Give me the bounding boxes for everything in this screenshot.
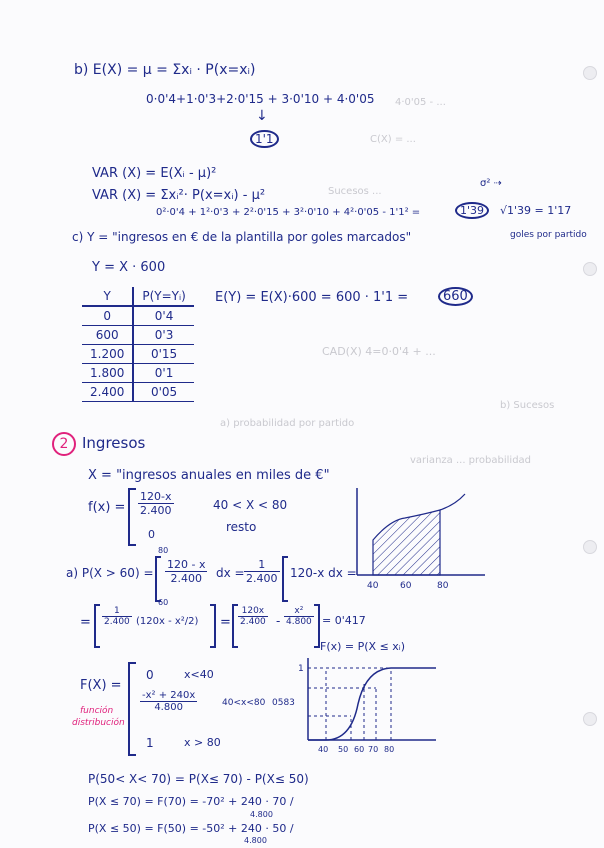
line2-k-den: 2.400 [104,617,130,627]
prob-f50: P(X ≤ 50) = F(50) = -50² + 240 · 50 / [88,822,294,835]
cdf-row2-condition: 40<x<80 [222,698,266,708]
cdf-curve [308,668,436,740]
table-header-row [82,287,194,306]
dx-label: dx = [216,566,245,580]
integral-tail: 120-x dx = [290,566,357,580]
problem-number: 2 [52,432,76,456]
mean-result: 1'1 [250,130,279,148]
line2-k-num: 1 [102,606,132,617]
cdf-row2-den: 4.800 [154,702,183,713]
expected-y-result: 660 [438,287,473,306]
pdf-rest: resto [226,520,257,534]
table-header: P(Y=Yᵢ) [133,287,193,306]
problem-title: Ingresos [82,434,146,452]
part-c-title: c) Y = "ingresos en € de la plantilla por goles marcados" [72,230,412,244]
down-arrow: ↓ [256,108,268,124]
prob-interval: P(50< X< 70) = P(X≤ 70) - P(X≤ 50) [88,772,309,786]
cdf-title: F(x) = P(X ≤ xᵢ) [320,640,406,653]
binder-hole [583,540,597,554]
y-tick-label: 1 [298,664,304,674]
binder-hole [583,712,597,726]
table-cell: 0'4 [133,306,193,326]
part-b-title: b) E(X) = μ = Σxᵢ · P(x=xᵢ) [74,62,256,78]
cdf-row3-condition: x > 80 [184,736,221,749]
table-row [82,326,194,345]
pdf-den: 2.400 [140,504,172,517]
expected-y: E(Y) = E(X)·600 = 600 · 1'1 = [215,290,409,305]
integrand-den: 2.400 [170,572,202,585]
std-dev: √1'39 = 1'17 [500,204,572,217]
bleed-text: C(X) = ... [370,134,416,145]
tick-label: 40 [318,745,329,754]
prob-f50-den: 4.800 [244,836,267,845]
variance-result: 1'39 [455,202,489,219]
binder-hole [583,262,597,276]
bleed-text: varianza ... probabilidad [410,455,532,466]
constant-num: 1 [244,558,280,572]
integrand-num: 120 - x [167,558,206,571]
table-cell: 0'1 [133,364,193,383]
line2-f1-num: 120x [238,606,268,617]
table-row [82,383,194,402]
cdf-label: F(X) = [80,678,122,693]
result-p: = 0'417 [322,614,366,627]
line2-inner: (120x - x²/2) [136,616,199,627]
binder-hole [583,66,597,80]
pdf-zero: 0 [148,528,155,541]
pdf-fraction [138,490,174,517]
line2-f2 [284,606,314,627]
table-cell: 0'05 [133,383,193,402]
table-cell: 0'15 [133,345,193,364]
cdf-row2-fraction [140,690,197,713]
pdf-condition: 40 < X < 80 [213,498,288,512]
table-row [82,306,194,326]
brace [128,488,136,546]
cdf-row3-value: 1 [146,736,154,750]
tick-label: 80 [384,745,395,754]
density-curve [440,494,465,510]
line2-constant [102,606,132,627]
prob-f70: P(X ≤ 70) = F(70) = -70² + 240 · 70 / [88,795,294,808]
tick-label: 70 [368,745,379,754]
bleed-text: b) Sucesos [500,400,555,411]
prob-f70-den: 4.800 [250,810,273,819]
cdf-graph [296,654,446,756]
table-cell: 600 [82,326,133,345]
tick-label: 50 [338,745,349,754]
bleed-text: a) probabilidad por partido [220,418,355,429]
bleed-text: Sucesos ... [328,186,382,197]
integrand [165,558,207,585]
constant-fraction [244,558,280,585]
variance-formula: VAR (X) = Σxᵢ²· P(x=xᵢ) - μ² [92,188,266,203]
table-header: Y [82,287,133,306]
cdf-brace [128,662,136,756]
bracket-right [210,604,216,648]
tick-label: 40 [367,581,379,591]
cdf-row2-aux: 0583 [272,698,295,708]
integral-sign-2 [282,556,288,602]
sigma-note: σ² ⇢ [480,178,502,189]
line2-f1 [238,606,268,627]
tick-label: 80 [437,581,449,591]
part-b-sum: 0·0'4+1·0'3+2·0'15 + 3·0'10 + 4·0'05 [146,92,375,106]
tick-label: 60 [354,745,365,754]
table-cell: 1.800 [82,364,133,383]
line2-eq: = [80,615,91,630]
integral-lower: 60 [158,598,169,607]
table-row [82,364,194,383]
variance-sum: 0²·0'4 + 1²·0'3 + 2²·0'15 + 3²·0'10 + 4²·0'05 - 1'1² = [156,207,421,218]
table-cell: 0'3 [133,326,193,345]
bracket-left [94,604,100,648]
pdf-label: f(x) = [88,500,126,515]
table-row [82,345,194,364]
density-graph [345,480,495,595]
bleed-text: 4·0'05 - ... [395,97,446,108]
line2-f2-num: x² [284,606,314,617]
table-cell: 1.200 [82,345,133,364]
table-cell: 0 [82,306,133,326]
y-equation: Y = X · 600 [92,260,166,275]
note-funcion: función [80,706,114,716]
integral-upper: 80 [158,546,169,555]
cdf-row2-num: -x² + 240x [142,690,196,701]
line2-f2-den: 4.800 [286,617,312,627]
variance-def: VAR (X) = E(Xᵢ - μ)² [92,166,217,181]
note-distribucion: distribución [72,718,125,728]
cdf-row1-value: 0 [146,668,154,682]
integral-sign [155,556,161,602]
variable-def: X = "ingresos anuales en miles de €" [88,468,330,483]
constant-den: 2.400 [246,572,278,585]
pdf-num: 120-x [138,490,174,504]
probability-table [82,287,194,402]
cdf-row1-condition: x<40 [184,668,214,681]
table-cell: 2.400 [82,383,133,402]
line2-equals: = [220,615,231,630]
part-a-label: a) P(X > 60) = [66,566,154,580]
side-note: goles por partido [510,230,587,240]
line2-minus: - [276,614,281,628]
shaded-area [373,510,440,575]
line2-f1-den: 2.400 [240,617,266,627]
bleed-text: CAD(X) 4=0·0'4 + ... [322,345,436,358]
tick-label: 60 [400,581,412,591]
